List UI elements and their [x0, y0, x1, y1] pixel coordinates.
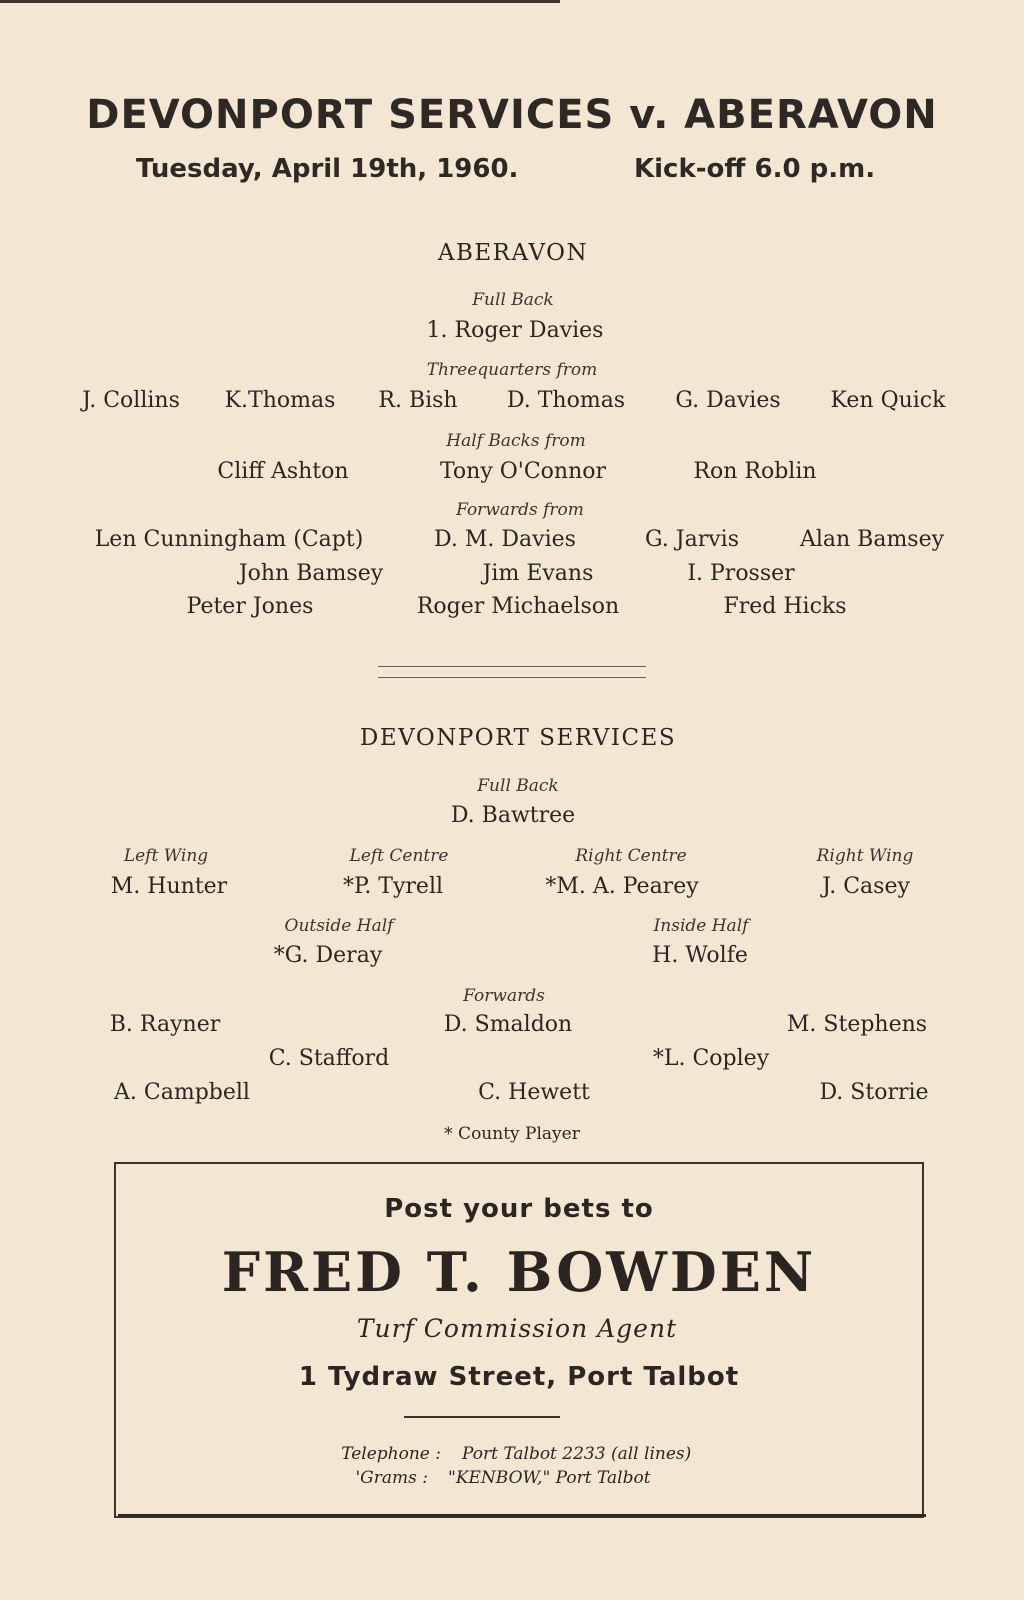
aberavon-full-back: 1. Roger Davies — [426, 318, 604, 343]
aberavon-threequarters-label: Threequarters from — [426, 360, 598, 380]
player-name: M. Stephens — [786, 1012, 928, 1037]
grams-address: "KENBOW," Port Talbot — [448, 1468, 651, 1488]
player-name: Fred Hicks — [723, 594, 847, 619]
player-name: H. Wolfe — [652, 943, 748, 968]
advert-business-name: FRED T. BOWDEN — [221, 1240, 817, 1304]
devonport-heading: DEVONPORT SERVICES — [359, 725, 677, 751]
player-name: G. Davies — [675, 388, 781, 413]
player-name: Ken Quick — [830, 388, 946, 413]
player-name: Tony O'Connor — [439, 459, 607, 484]
player-name: I. Prosser — [687, 561, 795, 586]
grams-label: 'Grams : — [355, 1468, 428, 1488]
player-name: John Bamsey — [238, 561, 384, 586]
player-name: J. Collins — [82, 388, 180, 413]
player-name: C. Hewett — [478, 1080, 590, 1105]
player-name: D. Smaldon — [443, 1012, 573, 1037]
player-name: G. Jarvis — [645, 527, 739, 552]
county-player-note: * County Player — [444, 1124, 580, 1144]
aberavon-heading: ABERAVON — [437, 240, 589, 266]
player-name: *M. A. Pearey — [545, 874, 699, 899]
match-title: DEVONPORT SERVICES v. ABERAVON — [86, 92, 938, 138]
position-label: Right Centre — [575, 846, 687, 866]
devonport-forwards-label: Forwards — [463, 986, 545, 1006]
player-name: B. Rayner — [109, 1012, 221, 1037]
player-name: Alan Bamsey — [799, 527, 945, 552]
devonport-full-back-label: Full Back — [477, 776, 559, 796]
section-divider-bottom — [378, 677, 646, 678]
player-name: C. Stafford — [268, 1046, 390, 1071]
telephone-label: Telephone : — [341, 1444, 441, 1464]
player-name: Roger Michaelson — [416, 594, 620, 619]
player-name: *L. Copley — [652, 1046, 770, 1071]
advert-intro: Post your bets to — [384, 1194, 654, 1224]
player-name: Jim Evans — [482, 561, 594, 586]
top-edge-line — [0, 0, 560, 3]
player-name: K.Thomas — [224, 388, 336, 413]
player-name: A. Campbell — [114, 1080, 250, 1105]
aberavon-half-backs-label: Half Backs from — [446, 431, 586, 451]
position-label: Outside Half — [284, 916, 394, 936]
player-name: J. Casey — [822, 874, 910, 899]
player-name: Cliff Ashton — [217, 459, 349, 484]
player-name: Peter Jones — [186, 594, 314, 619]
player-name: Ron Roblin — [693, 459, 817, 484]
player-name: *P. Tyrell — [342, 874, 444, 899]
position-label: Inside Half — [653, 916, 749, 936]
player-name: D. Thomas — [506, 388, 626, 413]
advert-address: 1 Tydraw Street, Port Talbot — [298, 1362, 740, 1392]
player-name: D. M. Davies — [434, 527, 576, 552]
position-label: Left Centre — [349, 846, 449, 866]
section-divider-top — [378, 666, 646, 667]
player-name: *G. Deray — [273, 943, 383, 968]
kickoff-time: Kick-off 6.0 p.m. — [634, 154, 876, 184]
advert-trade: Turf Commission Agent — [356, 1314, 678, 1343]
advert-divider — [404, 1416, 560, 1418]
position-label: Right Wing — [816, 846, 914, 866]
aberavon-forwards-label: Forwards from — [456, 500, 584, 520]
position-label: Left Wing — [123, 846, 209, 866]
player-name: Len Cunningham (Capt) — [94, 527, 364, 552]
telephone-number: Port Talbot 2233 (all lines) — [462, 1444, 692, 1464]
match-date: Tuesday, April 19th, 1960. — [136, 154, 519, 184]
player-name: M. Hunter — [110, 874, 228, 899]
aberavon-full-back-label: Full Back — [472, 290, 554, 310]
devonport-full-back: D. Bawtree — [450, 803, 576, 828]
advert-box-bottom-border — [118, 1514, 926, 1517]
player-name: R. Bish — [378, 388, 458, 413]
player-name: D. Storrie — [819, 1080, 929, 1105]
